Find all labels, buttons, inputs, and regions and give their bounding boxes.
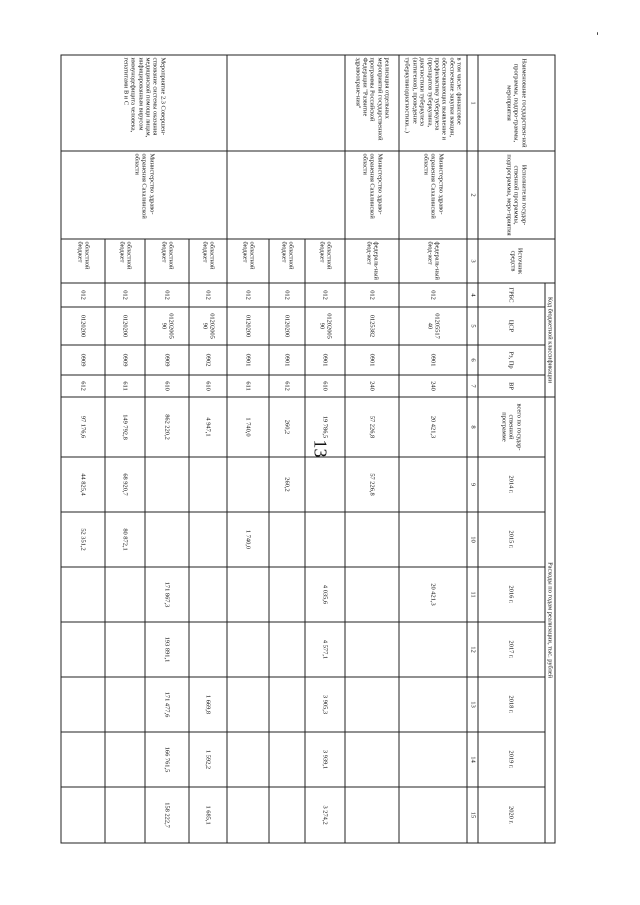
table-row (189, 55, 227, 843)
year-2017-cell (189, 622, 227, 677)
page-number: 13 (310, 439, 331, 458)
year-2017-cell (61, 622, 105, 677)
header-budget-class: Код бюджетной классификации (545, 283, 555, 397)
column-number: 14 (467, 732, 478, 787)
header-source: Источник средств (478, 239, 555, 283)
vr-cell: 612 (61, 375, 105, 397)
executor-cell (227, 151, 345, 239)
year-2015-cell (145, 512, 189, 567)
year-2014-cell (399, 457, 467, 512)
year-2019-cell (399, 732, 467, 787)
column-number: 8 (467, 397, 478, 457)
table-row (305, 55, 345, 843)
csr-cell: 01202005 90 (305, 307, 345, 345)
header-name: Наименование государствен-ной программы, подпро-граммы, мероприятия (478, 55, 555, 151)
csr-cell: 0120200 (105, 307, 145, 345)
csr-cell: 0120200 (227, 307, 269, 345)
year-2016-cell (345, 567, 399, 622)
year-2017-cell (269, 622, 305, 677)
year-2018-cell (345, 677, 399, 732)
year-2016-cell (105, 567, 145, 622)
year-2016-cell: 171 867,3 (145, 567, 189, 622)
column-number: 4 (467, 283, 478, 307)
vr-cell: 611 (105, 375, 145, 397)
year-2020-cell (345, 787, 399, 843)
rotated-table-frame (76, 54, 556, 842)
year-2017-cell: 4 577,1 (305, 622, 345, 677)
activity-name-cell: Мероприятие 2.3 Совершен-ствование системы оказания медицинской помощи лицам, инфицированным вирусом иммунодефицита человека, гепатитами В и С (61, 55, 227, 151)
vr-cell: 240 (345, 375, 399, 397)
csr-cell: 01202005 90 (145, 307, 189, 345)
year-2018-cell (227, 677, 269, 732)
grbs-cell: 012 (189, 283, 227, 307)
year-2014-cell (305, 457, 345, 512)
source-cell: областной бюджет (305, 239, 345, 283)
column-number: 3 (467, 239, 478, 283)
year-2020-cell (105, 787, 145, 843)
year-2016-cell: 20 421,3 (399, 567, 467, 622)
year-2020-cell: 158 222,7 (145, 787, 189, 843)
source-cell: областной бюджет (145, 239, 189, 283)
vr-cell: 610 (189, 375, 227, 397)
vr-cell: 240 (399, 375, 467, 397)
rzpr-cell: 0909 (61, 345, 105, 375)
year-2015-cell: 52 351,2 (61, 512, 105, 567)
rzpr-cell: 0909 (105, 345, 145, 375)
source-cell: федераль-ный бюд-жет (399, 239, 467, 283)
header-expenses: Расходы по годам реализации, тыс. рублей (545, 397, 555, 843)
year-2016-cell (227, 567, 269, 622)
header-year: 2016 г. (478, 567, 545, 622)
year-2019-cell (269, 732, 305, 787)
total-cell: 97 176,6 (61, 397, 105, 457)
column-number: 11 (467, 567, 478, 622)
column-number: 6 (467, 345, 478, 375)
year-2015-cell: 80 872,1 (105, 512, 145, 567)
year-2014-cell: 57 226,8 (345, 457, 399, 512)
rzpr-cell: 0901 (227, 345, 269, 375)
year-2014-cell: 44 825,4 (61, 457, 105, 512)
total-cell: 149 792,8 (105, 397, 145, 457)
year-2018-cell: 1 669,8 (189, 677, 227, 732)
year-2017-cell (345, 622, 399, 677)
header-rzpr: Рз, Пр (478, 345, 545, 375)
csr-cell: 0120200 (269, 307, 305, 345)
grbs-cell: 012 (345, 283, 399, 307)
activity-name-cell (227, 55, 345, 151)
header-year: 2020 г. (478, 787, 545, 843)
year-2016-cell: 4 035,6 (305, 567, 345, 622)
source-cell: областной бюджет (269, 239, 305, 283)
executor-cell: Министерство здраво-охранения Сахалинской области (61, 151, 227, 239)
year-2020-cell (227, 787, 269, 843)
csr-cell: 0120200 (61, 307, 105, 345)
column-number: 7 (467, 375, 478, 397)
year-2014-cell (145, 457, 189, 512)
grbs-cell: 012 (145, 283, 189, 307)
column-number: 2 (467, 151, 478, 239)
year-2019-cell (227, 732, 269, 787)
column-number-row (467, 55, 478, 843)
budget-table (61, 54, 556, 843)
year-2014-cell: 260,2 (269, 457, 305, 512)
year-2014-cell (189, 457, 227, 512)
corner-mark: - (592, 31, 604, 36)
table-body (61, 55, 467, 843)
total-cell: 19 786,5 (305, 397, 345, 457)
year-2016-cell (61, 567, 105, 622)
year-2018-cell (269, 677, 305, 732)
year-2016-cell (189, 567, 227, 622)
csr-cell: 01202005 90 (189, 307, 227, 345)
year-2016-cell (269, 567, 305, 622)
grbs-cell: 012 (227, 283, 269, 307)
header-grbs: ГРБС (478, 283, 545, 307)
total-cell: 4 947,1 (189, 397, 227, 457)
year-2019-cell: 1 592,2 (189, 732, 227, 787)
total-cell: 862 220,2 (145, 397, 189, 457)
source-cell: федераль-ный бюд-жет (345, 239, 399, 283)
executor-cell: Министерство здраво-охранения Сахалинской области (345, 151, 399, 239)
year-2020-cell: 3 274,2 (305, 787, 345, 843)
column-number: 9 (467, 457, 478, 512)
grbs-cell: 012 (305, 283, 345, 307)
header-year: 2019 г. (478, 732, 545, 787)
year-2018-cell (105, 677, 145, 732)
column-number: 1 (467, 55, 478, 151)
year-2018-cell (61, 677, 105, 732)
executor-cell: Министерство здраво-охранения Сахалинской области (399, 151, 467, 239)
header-year: 2018 г. (478, 677, 545, 732)
column-number: 12 (467, 622, 478, 677)
year-2015-cell (345, 512, 399, 567)
source-cell: областной бюджет (105, 239, 145, 283)
year-2020-cell (269, 787, 305, 843)
rzpr-cell: 0909 (145, 345, 189, 375)
column-number: 5 (467, 307, 478, 345)
year-2015-cell (189, 512, 227, 567)
vr-cell: 610 (305, 375, 345, 397)
rzpr-cell: 0901 (305, 345, 345, 375)
header-total: всего по государ-ственной программе (478, 397, 545, 457)
year-2018-cell: 171 477,6 (145, 677, 189, 732)
vr-cell: 610 (145, 375, 189, 397)
total-cell: 1 740,0 (227, 397, 269, 457)
table-row (345, 55, 399, 843)
year-2017-cell: 193 891,1 (145, 622, 189, 677)
column-number: 13 (467, 677, 478, 732)
source-cell: областной бюджет (189, 239, 227, 283)
total-cell: 20 421,3 (399, 397, 467, 457)
year-2018-cell: 3 905,3 (305, 677, 345, 732)
year-2014-cell: 68 920,7 (105, 457, 145, 512)
column-number: 10 (467, 512, 478, 567)
rzpr-cell: 0901 (345, 345, 399, 375)
csr-cell: 0125382 (345, 307, 399, 345)
header-year: 2015 г. (478, 512, 545, 567)
year-2019-cell (61, 732, 105, 787)
year-2015-cell (305, 512, 345, 567)
year-2020-cell (399, 787, 467, 843)
source-cell: областной бюджет (227, 239, 269, 283)
total-cell: 260,2 (269, 397, 305, 457)
activity-name-cell: в том числе: финансовое обеспечение закупки вакцин, обеспечивающих выявление и профилактику туберкулеза (препаратов туберкулина, диагностики туберкулеза (антигенов), проведение туберкулинодиагностики...) (399, 55, 467, 151)
header-csr: ЦСР (478, 307, 545, 345)
header-year: 2014 г. (478, 457, 545, 512)
year-2019-cell (345, 732, 399, 787)
year-2015-cell (399, 512, 467, 567)
source-cell: областной бюджет (61, 239, 105, 283)
rzpr-cell: 0902 (189, 345, 227, 375)
header-year: 2017 г. (478, 622, 545, 677)
year-2018-cell (399, 677, 467, 732)
table-row (399, 55, 467, 843)
grbs-cell: 012 (105, 283, 145, 307)
column-number: 15 (467, 787, 478, 843)
year-2019-cell: 3 939,1 (305, 732, 345, 787)
rzpr-cell: 0901 (399, 345, 467, 375)
grbs-cell: 012 (269, 283, 305, 307)
year-2019-cell: 166 761,5 (145, 732, 189, 787)
rzpr-cell: 0901 (269, 345, 305, 375)
year-2020-cell: 1 685,1 (189, 787, 227, 843)
year-2017-cell (399, 622, 467, 677)
grbs-cell: 012 (399, 283, 467, 307)
csr-cell: 01205517 40 (399, 307, 467, 345)
year-2020-cell (61, 787, 105, 843)
year-2019-cell (105, 732, 145, 787)
year-2017-cell (105, 622, 145, 677)
header-vr: ВР (478, 375, 545, 397)
year-2014-cell (227, 457, 269, 512)
vr-cell: 611 (227, 375, 269, 397)
activity-name-cell: реализация отдельных мероприятий государственной программы Российской Федерации "Развитие здравоохране-ния" (345, 55, 399, 151)
vr-cell: 612 (269, 375, 305, 397)
grbs-cell: 012 (61, 283, 105, 307)
year-2017-cell (227, 622, 269, 677)
year-2015-cell: 1 740,0 (227, 512, 269, 567)
year-2015-cell (269, 512, 305, 567)
header-executor: Исполнители государ-ственной программы, подпрограммы, меро-приятия (478, 151, 555, 239)
total-cell: 57 226,8 (345, 397, 399, 457)
